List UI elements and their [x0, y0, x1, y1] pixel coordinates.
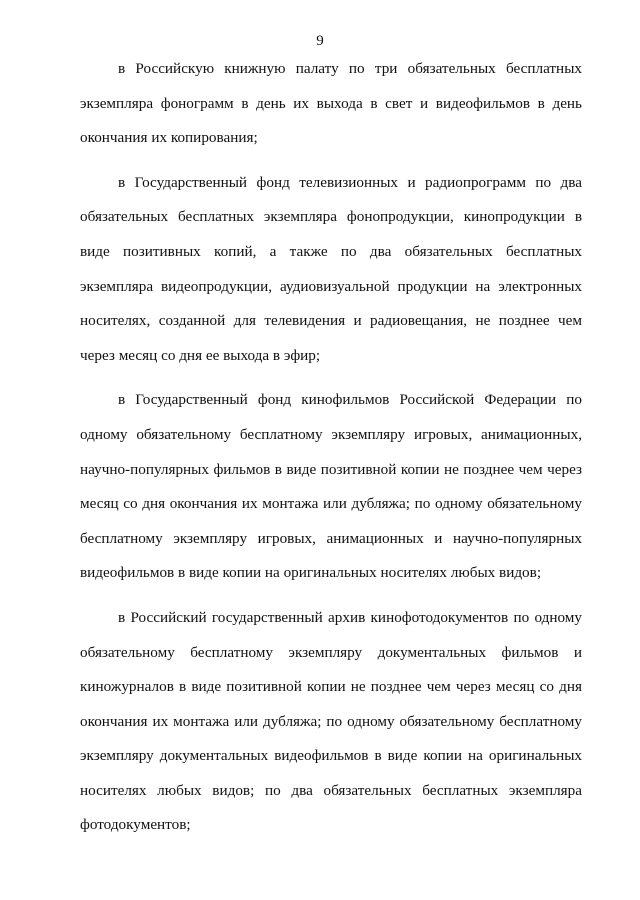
- document-body: [80, 52, 582, 853]
- paragraph-russian-book-chamber: в Российскую книжную палату по три обязательных бесплатных экземпляра фонограмм в день их выхода в свет и видеофильмов в день окончания их копирования;: [80, 60, 582, 147]
- page-number: 9: [316, 33, 324, 49]
- paragraph-film-fund: в Государственный фонд кинофильмов Российской Федерации по одному обязательному бесплатному экземпляру игровых, анимационных, научно-популярных фильмов в виде позитивной копии не позднее чем через месяц со дня окончания их монтажа или дубляжа; по одному обязательному бесплатному экземпляру игровых, анимационных и научно-популярных видеофильмов в виде копии на оригинальных носителях любых видов;: [80, 391, 582, 582]
- paragraph-film-photo-archive: в Российский государственный архив кинофотодокументов по одному обязательному бесплатному экземпляру документальных фильмов и киножурналов в виде позитивной копии не позднее чем через месяц со дня окончания их монтажа или дубляжа; по одному обязательному бесплатному экземпляру документальных видеофильмов в виде копии на оригинальных носителях любых видов; по два обязательных бесплатных экземпляра фотодокументов;: [80, 608, 582, 834]
- paragraph-tv-radio-fund: в Государственный фонд телевизионных и радиопрограмм по два обязательных бесплатных экземпляра фонопродукции, кинопродукции в виде позитивных копий, а также по два обязательных бесплатных экземпляра видеопродукции, аудиовизуальной продукции на электронных носителях, созданной для телевидения и радиовещания, не позднее чем через месяц со дня ее выхода в эфир;: [80, 173, 582, 364]
